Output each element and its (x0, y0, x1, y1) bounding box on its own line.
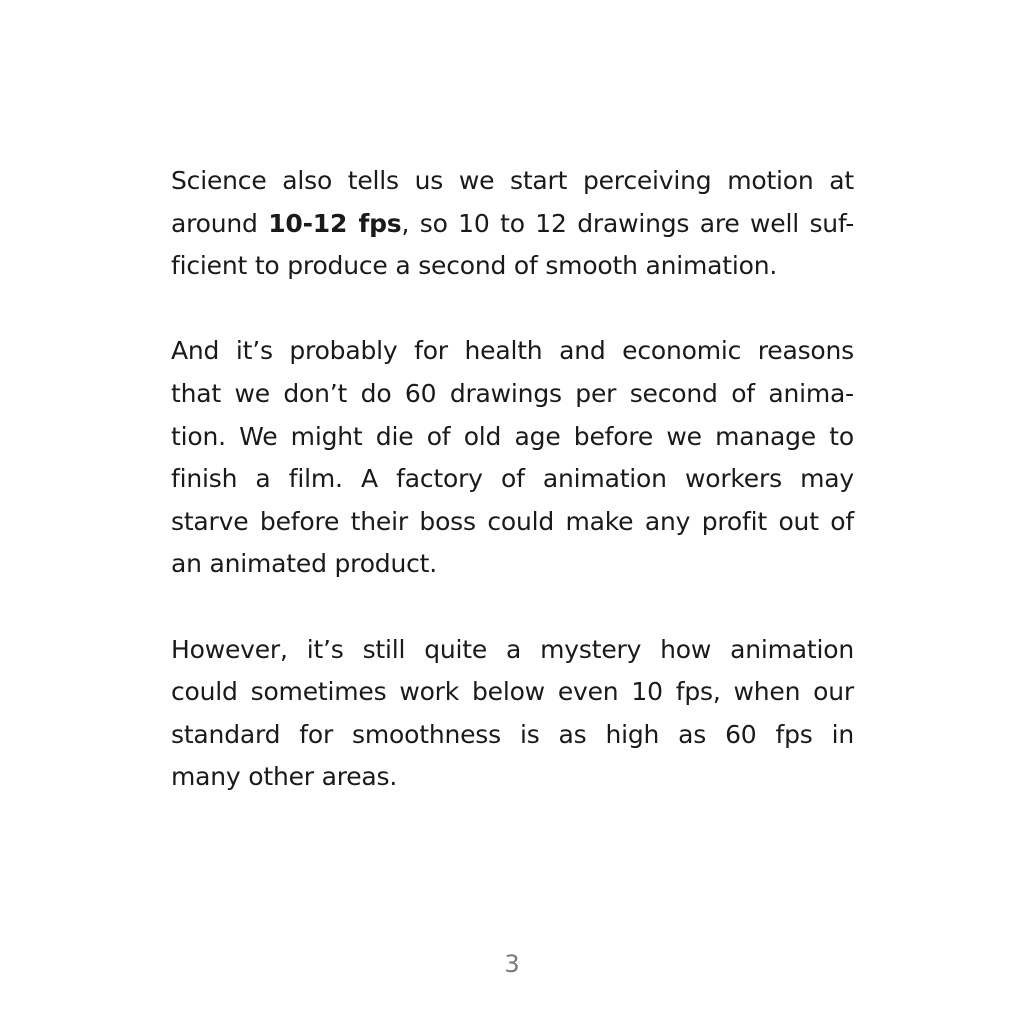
text-line: However, it’s still quite a mystery how animation (171, 634, 854, 664)
page-number: 3 (504, 950, 520, 978)
text-line: starve before their boss could make any profit out of (171, 506, 854, 536)
fps-emphasis: 10-12 fps (268, 208, 402, 238)
paragraph-1 (171, 160, 854, 288)
text-line: Science also tells us we start perceiving motion at (171, 166, 854, 195)
text-line: standard for smoothness is as high as 60 fps in (171, 719, 854, 749)
text-line: And it’s probably for health and economic reasons (171, 336, 854, 366)
text-line: many other areas. (171, 762, 398, 792)
paragraph-2 (171, 330, 854, 586)
paragraph-3 (171, 629, 854, 799)
text-line: could sometimes work below even 10 fps, when our (171, 677, 854, 707)
text-line: finish a film. A factory of animation workers may (171, 464, 854, 494)
text-line (171, 203, 854, 246)
text-line: that we don’t do 60 drawings per second of anima- (171, 378, 854, 408)
body-text (171, 160, 854, 799)
text-run: , so 10 to 12 drawings are well suf- (401, 208, 855, 238)
text-line: ficient to produce a second of smooth animation. (171, 251, 778, 281)
text-run: around (171, 208, 269, 238)
text-line: an animated product. (171, 549, 437, 579)
text-line: tion. We might die of old age before we manage to (171, 421, 854, 451)
